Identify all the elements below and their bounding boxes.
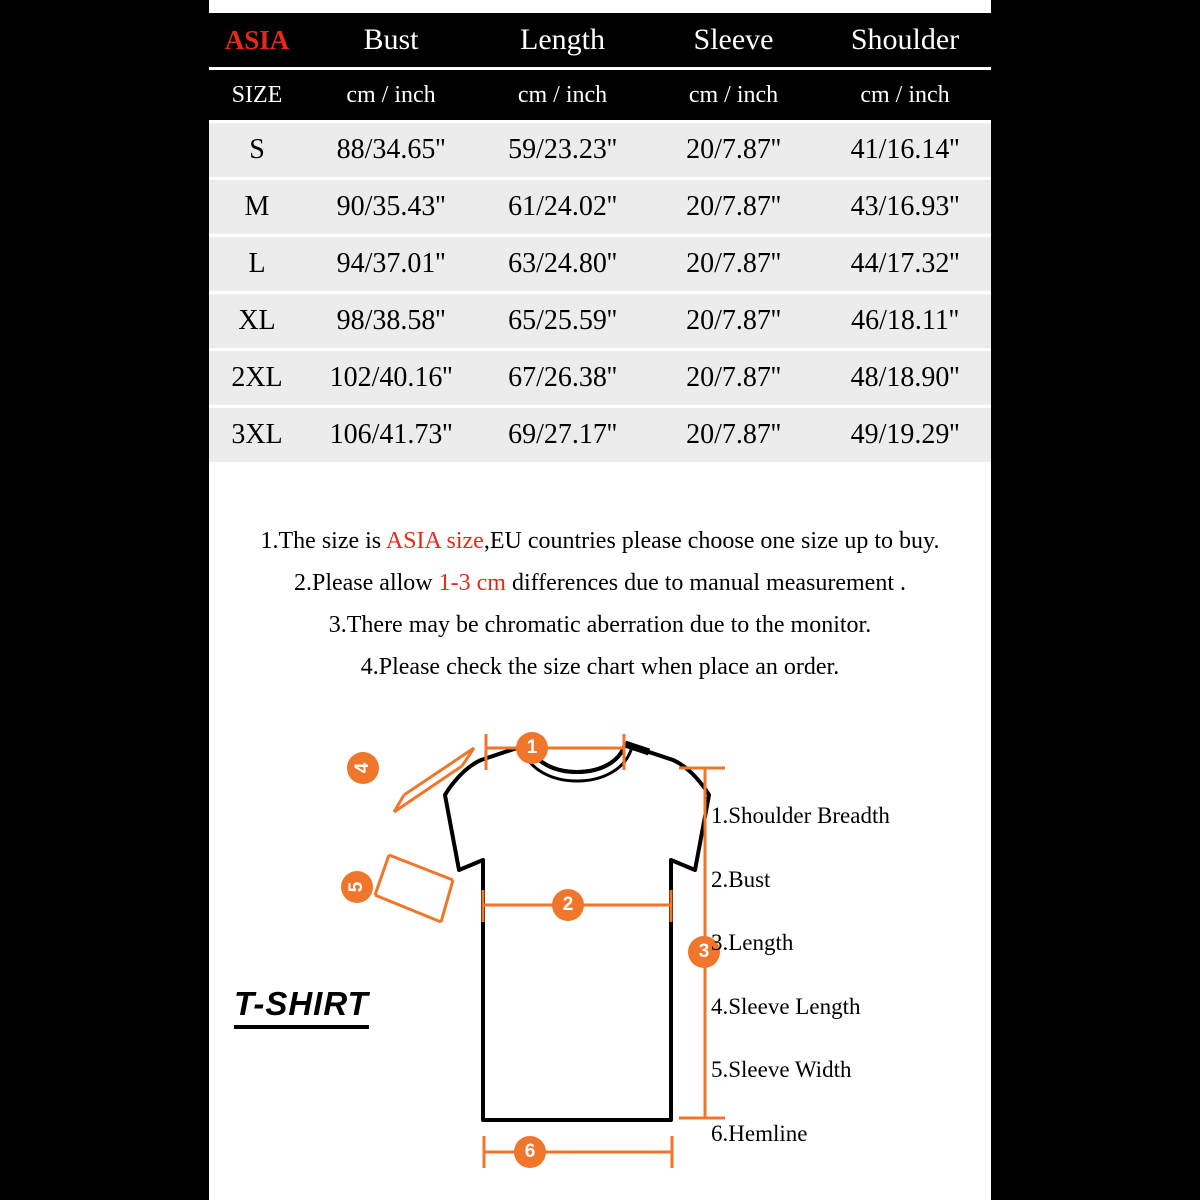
cell-shoulder: 43/16.93'' [819,180,991,234]
cell-shoulder: 49/19.29'' [819,408,991,462]
badge-3-length: 3 [688,936,720,968]
cell-shoulder: 46/18.11'' [819,294,991,348]
header-cell-length: Length [477,13,648,67]
table-row [209,123,991,177]
cell-shoulder: 44/17.32'' [819,237,991,291]
legend-item-3: 3.Length [711,930,794,955]
cell-size: L [209,237,305,291]
unit-cell-shoulder: cm / inch [819,70,991,120]
table-unit-row [209,70,991,120]
cell-size: XL [209,294,305,348]
legend-item-5: 5.Sleeve Width [711,1057,852,1082]
legend-item-4: 4.Sleeve Length [711,993,861,1019]
note-line-2 [209,562,991,604]
notes-section [209,520,991,688]
cell-bust: 106/41.73'' [305,408,477,462]
cell-sleeve: 20/7.87'' [648,123,819,177]
cell-size: M [209,180,305,234]
table-row [209,294,991,348]
cell-sleeve: 20/7.87'' [648,180,819,234]
cell-length: 69/27.17'' [477,408,648,462]
legend-item-6: 6.Hemline [711,1120,808,1146]
size-table [209,10,991,465]
cell-sleeve: 20/7.87'' [648,237,819,291]
table-row [209,351,991,405]
note2-highlight: 1-3 cm [438,570,506,596]
unit-cell-length: cm / inch [477,70,648,120]
badge-1-shoulder: 1 [516,732,548,764]
badge-4-sleeve-length: 4 [347,752,379,784]
table-header-row [209,13,991,67]
note-line-1 [209,520,991,562]
badge-2-bust: 2 [552,889,584,921]
cell-bust: 102/40.16'' [305,351,477,405]
note1-highlight: ASIA size [385,528,484,554]
cell-bust: 88/34.65'' [305,123,477,177]
legend-item-2: 2.Bust [711,866,771,892]
note1-part-b: ,EU countries please choose one size up to buy. [483,528,940,554]
legend-list [711,784,991,1165]
badge-6-hemline: 6 [514,1136,546,1168]
table-row [209,237,991,291]
measurement-diagram [209,700,991,1200]
cell-sleeve: 20/7.87'' [648,351,819,405]
cell-bust: 90/35.43'' [305,180,477,234]
cell-length: 61/24.02'' [477,180,648,234]
garment-type-label: T-SHIRT [234,985,369,1029]
cell-bust: 94/37.01'' [305,237,477,291]
header-cell-asia: ASIA [209,13,305,67]
unit-cell-sleeve: cm / inch [648,70,819,120]
note1-part-a: 1.The size is [260,528,386,554]
cell-bust: 98/38.58'' [305,294,477,348]
cell-shoulder: 48/18.90'' [819,351,991,405]
cell-length: 65/25.59'' [477,294,648,348]
note2-part-a: 2.Please allow [293,570,439,596]
table-row [209,180,991,234]
cell-sleeve: 20/7.87'' [648,294,819,348]
legend-item-1: 1.Shoulder Breadth [711,803,890,828]
cell-sleeve: 20/7.87'' [648,408,819,462]
note2-part-b: differences due to manual measurement . [505,570,907,596]
cell-length: 59/23.23'' [477,123,648,177]
cell-size: 2XL [209,351,305,405]
header-cell-shoulder: Shoulder [819,13,991,67]
cell-shoulder: 41/16.14'' [819,123,991,177]
cell-size: 3XL [209,408,305,462]
size-table-container [209,10,991,465]
note-line-3: 3.There may be chromatic aberration due to the monitor. [328,612,872,638]
cell-size: S [209,123,305,177]
size-chart-page [209,0,991,1200]
header-cell-sleeve: Sleeve [648,13,819,67]
table-row [209,408,991,462]
unit-cell-size: SIZE [209,70,305,120]
cell-length: 63/24.80'' [477,237,648,291]
note-line-4: 4.Please check the size chart when place an order. [360,654,840,680]
header-cell-bust: Bust [305,13,477,67]
badge-5-sleeve-width: 5 [341,871,373,903]
unit-cell-bust: cm / inch [305,70,477,120]
cell-length: 67/26.38'' [477,351,648,405]
